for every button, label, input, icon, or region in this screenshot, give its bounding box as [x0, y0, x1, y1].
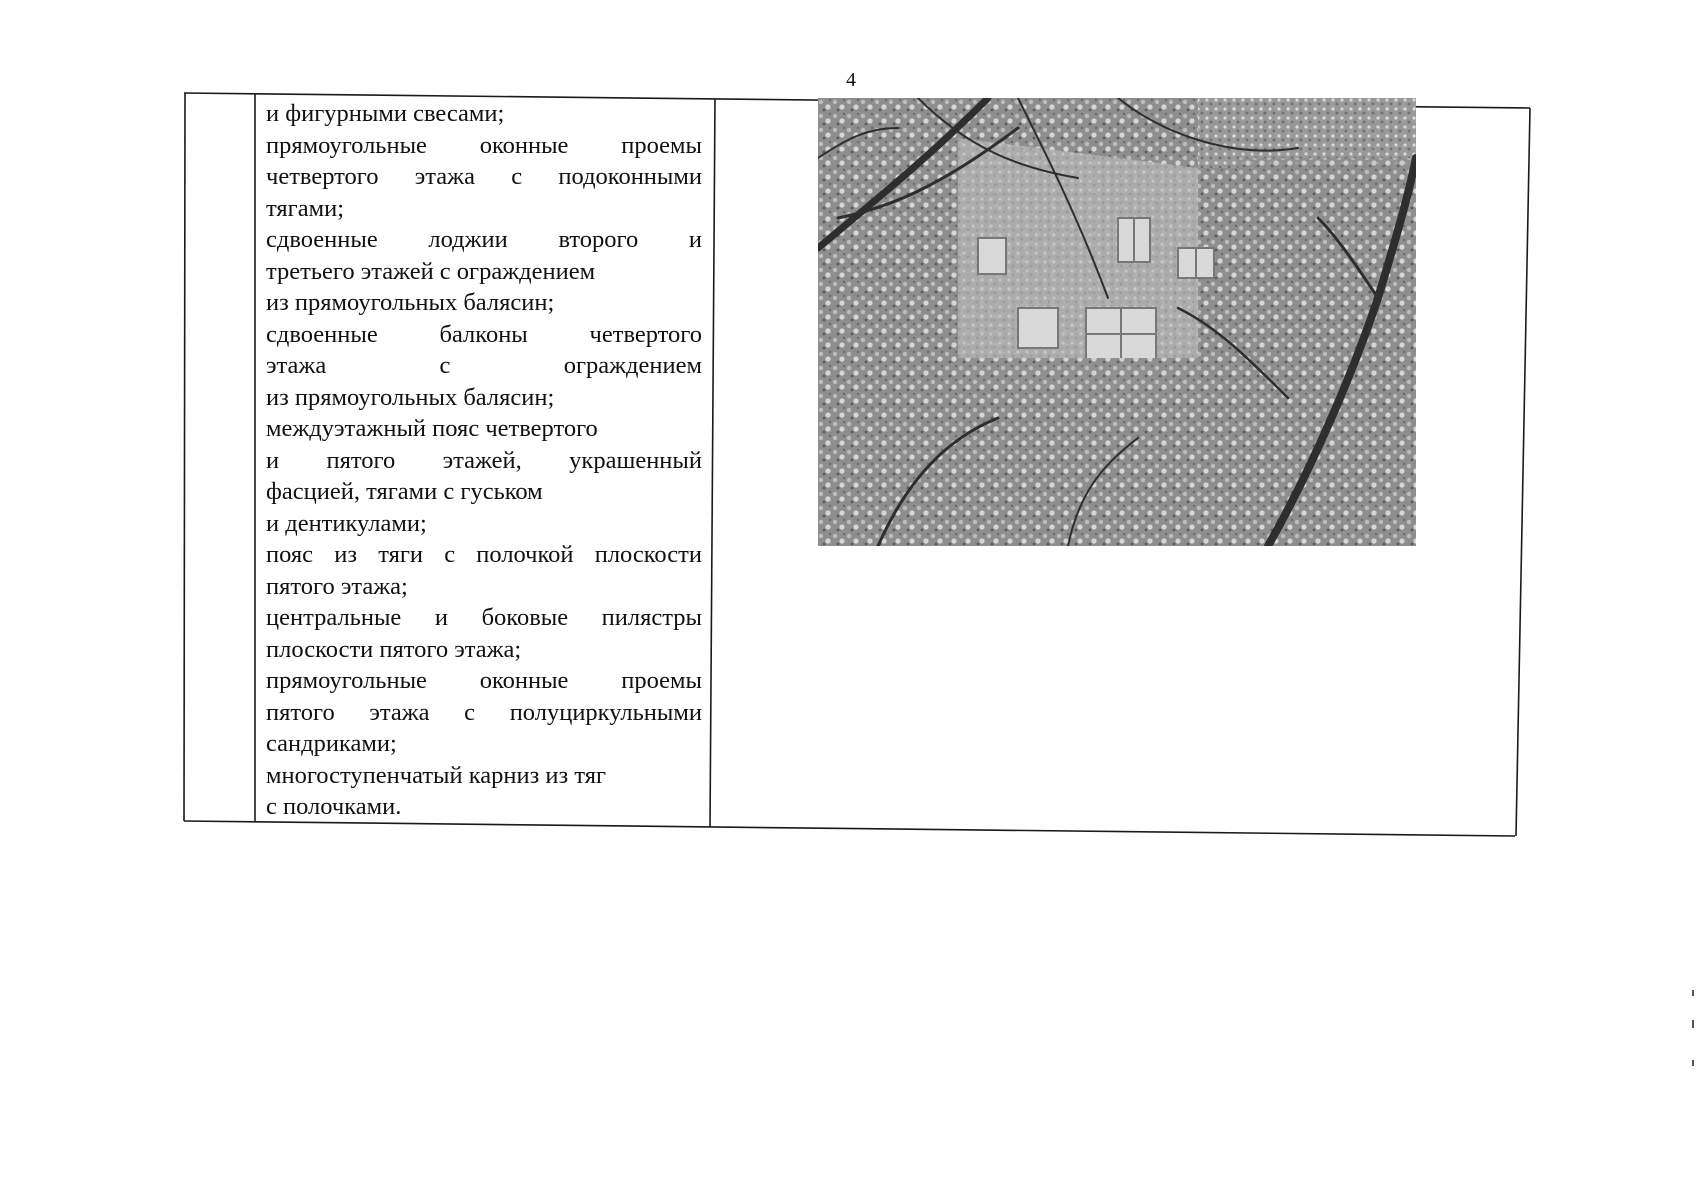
table-right-border: [1516, 108, 1530, 836]
description-paragraph: [266, 760, 702, 823]
text-line: с полочками.: [266, 793, 402, 820]
column-divider-2: [710, 99, 715, 827]
text-line: междуэтажный пояс четвертого: [266, 415, 598, 442]
description-cell: [266, 98, 702, 823]
text-line: и пятого этажей, украшенный: [266, 446, 702, 474]
description-paragraph: [266, 224, 702, 319]
description-paragraph: [266, 98, 702, 130]
text-line: пятого этажа с полуциркульными: [266, 698, 702, 726]
text-line: пояс из тяги с полочкой плоскости: [266, 541, 702, 568]
text-line: плоскости пятого этажа;: [266, 635, 522, 663]
text-line: и дентикулами;: [266, 509, 427, 537]
text-line: из прямоугольных балясин;: [266, 289, 555, 316]
description-paragraph: [266, 539, 702, 602]
text-line: и фигурными свесами;: [266, 100, 505, 127]
text-line: тягами;: [266, 194, 344, 222]
text-line: фасцией, тягами с гуськом: [266, 478, 543, 505]
text-line: центральные и боковые пилястры: [266, 604, 702, 631]
text-line: прямоугольные оконные проемы: [266, 667, 702, 694]
description-paragraph: [266, 665, 702, 760]
text-line: сдвоенные лоджии второго и: [266, 226, 702, 253]
text-line: многоступенчатый карниз из тяг: [266, 761, 607, 789]
building-photo: [818, 98, 1416, 546]
description-paragraph: [266, 130, 702, 225]
description-paragraph: [266, 602, 702, 665]
table-left-border: [184, 93, 185, 821]
description-paragraph: [266, 413, 702, 539]
text-line: этажа с ограждением: [266, 352, 702, 379]
text-line: сдвоенные балконы четвертого: [266, 320, 702, 348]
text-line: третьего этажей с ограждением: [266, 257, 596, 285]
building-photo-icon: [818, 98, 1416, 546]
table-bottom-border: [184, 821, 1515, 836]
description-paragraph: [266, 319, 702, 414]
scan-edge-marks: [1691, 990, 1695, 1080]
text-line: сандриками;: [266, 730, 397, 757]
page-number: 4: [846, 69, 856, 91]
text-line: прямоугольные оконные проемы: [266, 131, 702, 159]
text-line: пятого этажа;: [266, 572, 408, 600]
text-line: из прямоугольных балясин;: [266, 383, 555, 411]
text-line: четвертого этажа с подоконными: [266, 163, 702, 190]
